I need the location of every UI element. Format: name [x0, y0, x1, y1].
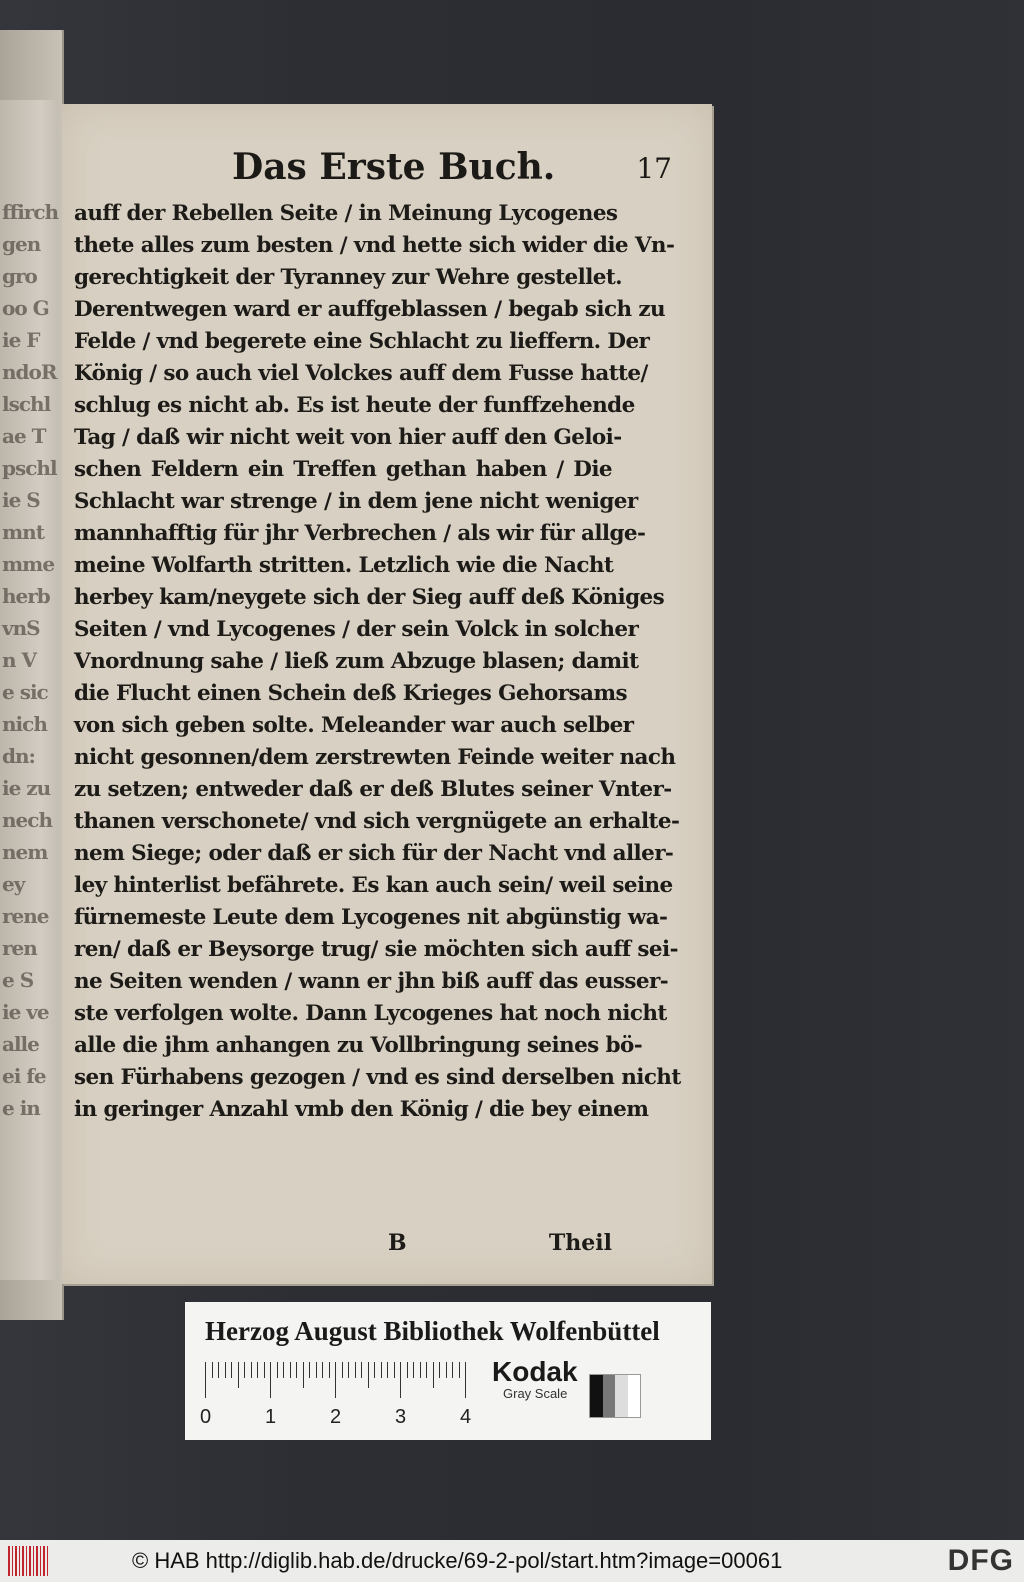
text-line: auff der Rebellen Seite / in Meinung Lycogenes [74, 201, 618, 226]
facing-page-text: nech [2, 808, 52, 832]
facing-page-text: ie zu [2, 776, 51, 800]
ruler-tick [420, 1362, 421, 1378]
facing-page-text: ffirch [2, 200, 59, 224]
ruler-tick [459, 1362, 460, 1378]
ruler-tick [309, 1362, 310, 1378]
gray-patch-swatch [590, 1375, 603, 1417]
text-line: alle die jhm anhangen zu Vollbringung seines bö- [74, 1033, 643, 1058]
ruler-tick [316, 1362, 317, 1378]
gray-patch [589, 1374, 641, 1418]
ruler-tick [374, 1362, 375, 1378]
ruler-tick [290, 1362, 291, 1378]
ruler-tick [381, 1362, 382, 1378]
facing-page-text: ie F [2, 328, 40, 352]
ruler-tick [244, 1362, 245, 1378]
text-line: herbey kam/neygete sich der Sieg auff deß Königes [74, 585, 665, 610]
facing-page-text: alle [2, 1032, 39, 1056]
gray-patch-swatch [603, 1375, 616, 1417]
text-line: nicht gesonnen/dem zerstrewten Feinde weiter nach [74, 745, 676, 770]
ruler-number: 3 [395, 1406, 407, 1428]
ruler-tick [394, 1362, 395, 1378]
ruler-tick [342, 1362, 343, 1378]
ruler-tick [413, 1362, 414, 1378]
ruler-tick [212, 1362, 213, 1378]
facing-page-text: ndoR [2, 360, 57, 384]
text-line: ne Seiten wenden / wann er jhn biß auff das eusser- [74, 969, 669, 994]
ruler-tick [251, 1362, 252, 1378]
ruler-tick [355, 1362, 356, 1378]
ruler-tick [452, 1362, 453, 1378]
facing-page-text: dn: [2, 744, 35, 768]
facing-page-text: vnS [2, 616, 40, 640]
facing-page-text: lschl [2, 392, 51, 416]
facing-page-text: ren [2, 936, 37, 960]
ruler-tick [303, 1362, 304, 1388]
text-line: schen Feldern ein Treffen gethan haben / Die [74, 457, 612, 482]
ruler-tick [446, 1362, 447, 1378]
page-footer [74, 1230, 612, 1264]
ruler-tick [283, 1362, 284, 1378]
text-line: von sich geben solte. Meleander war auch selber [74, 713, 634, 738]
ruler-number: 2 [330, 1406, 342, 1428]
kodak-logo: Kodak [492, 1356, 578, 1387]
ruler-tick [439, 1362, 440, 1378]
library-name: Herzog August Bibliothek Wolfenbüttel [205, 1316, 660, 1346]
facing-page-text: pschl [2, 456, 57, 480]
text-line: die Flucht einen Schein deß Krieges Gehorsams [74, 681, 627, 706]
ruler-tick [465, 1362, 466, 1398]
text-line: thete alles zum besten / vnd hette sich wider die Vn- [74, 233, 675, 258]
facing-page-text: herb [2, 584, 50, 608]
text-line: zu setzen; entweder daß er deß Blutes seiner Vnter- [74, 777, 672, 802]
facing-page-text: e S [2, 968, 34, 992]
book-page [62, 104, 712, 1284]
ruler-tick [368, 1362, 369, 1388]
gray-patch-swatch [628, 1375, 641, 1417]
ruler-tick [205, 1362, 206, 1398]
ruler-tick [335, 1362, 336, 1398]
gray-patch-swatch [615, 1375, 628, 1417]
catchword: Theil [548, 1230, 612, 1256]
ruler-tick [329, 1362, 330, 1378]
facing-page-text: ey [2, 872, 25, 896]
text-line: Felde / vnd begerete eine Schlacht zu lieffern. Der [74, 329, 650, 354]
text-line: Seiten / vnd Lycogenes / der sein Volck in solcher [74, 617, 639, 642]
text-line: mannhafftig für jhr Verbrechen / als wir für allge- [74, 521, 646, 546]
facing-page-fragment [0, 100, 58, 1280]
text-line: nem Siege; oder daß er sich für der Nacht vnd aller- [74, 841, 674, 866]
ruler-tick [218, 1362, 219, 1378]
signature-mark: B [388, 1230, 407, 1256]
facing-page-text: ie ve [2, 1000, 49, 1024]
body-text [74, 198, 681, 1126]
ruler-tick [225, 1362, 226, 1378]
facing-page-text: e sic [2, 680, 48, 704]
ruler-tick [322, 1362, 323, 1378]
gray-scale-label: Gray Scale [503, 1386, 568, 1401]
text-line: ren/ daß er Beysorge trug/ sie möchten sich auff sei- [74, 937, 678, 962]
text-line: fürnemeste Leute dem Lycogenes nit abgünstig wa- [74, 905, 668, 930]
text-line: ley hinterlist befährete. Es kan auch sein/ weil seine [74, 873, 673, 898]
facing-page-text: n V [2, 648, 37, 672]
ruler-tick [231, 1362, 232, 1378]
text-line: Vnordnung sahe / ließ zum Abzuge blasen; damit [74, 649, 639, 674]
gray-scale-card [185, 1302, 711, 1440]
page-number: 17 [636, 152, 672, 185]
text-line: gerechtigkeit der Tyranney zur Wehre gestellet. [74, 265, 623, 290]
ruler-tick [264, 1362, 265, 1378]
ruler-tick [257, 1362, 258, 1378]
facing-page-text: ae T [2, 424, 46, 448]
text-line: König / so auch viel Volckes auff dem Fusse hatte/ [74, 361, 648, 386]
text-line: sen Fürhabens gezogen / vnd es sind derselben nicht [74, 1065, 681, 1090]
ruler-tick [238, 1362, 239, 1388]
ruler-tick [277, 1362, 278, 1378]
ruler-tick [270, 1362, 271, 1398]
facing-page-text: gro [2, 264, 37, 288]
text-line: schlug es nicht ab. Es ist heute der funffzehende [74, 393, 635, 418]
ruler [200, 1362, 487, 1428]
bottom-bar [0, 1540, 1024, 1582]
facing-page-text: nich [2, 712, 47, 736]
facing-page-text: nem [2, 840, 48, 864]
text-line: Tag / daß wir nicht weit von hier auff den Geloi- [74, 425, 622, 450]
facing-page-text: mnt [2, 520, 44, 544]
ruler-tick [400, 1362, 401, 1398]
ruler-tick [348, 1362, 349, 1378]
ruler-tick [296, 1362, 297, 1378]
text-line: in geringer Anzahl vmb den König / die bey einem [74, 1097, 649, 1122]
dfg-logo: DFG [947, 1544, 1014, 1577]
barcode-icon [8, 1546, 48, 1576]
ruler-tick [407, 1362, 408, 1378]
text-line: thanen verschonete/ vnd sich vergnügete an erhalte- [74, 809, 680, 834]
facing-page-text: gen [2, 232, 41, 256]
text-line: ste verfolgen wolte. Dann Lycogenes hat noch nicht [74, 1001, 667, 1026]
ruler-tick [433, 1362, 434, 1388]
facing-page-text: mme [2, 552, 55, 576]
text-line: Derentwegen ward er auffgeblassen / begab sich zu [74, 297, 666, 322]
facing-page-text: rene [2, 904, 49, 928]
ruler-tick [426, 1362, 427, 1378]
page-header [232, 146, 672, 196]
ruler-tick [387, 1362, 388, 1378]
facing-page-text: e in [2, 1096, 40, 1120]
text-line: meine Wolfarth stritten. Letzlich wie die Nacht [74, 553, 614, 578]
ruler-number: 1 [265, 1406, 277, 1428]
running-head: Das Erste Buch. [232, 146, 556, 188]
ruler-tick [361, 1362, 362, 1378]
facing-page-text: oo G [2, 296, 49, 320]
text-line: Schlacht war strenge / in dem jene nicht weniger [74, 489, 638, 514]
facing-page-text: ie S [2, 488, 40, 512]
ruler-number: 4 [460, 1406, 472, 1428]
ruler-number: 0 [200, 1406, 212, 1428]
copyright-link[interactable]: © HAB http://diglib.hab.de/drucke/69-2-pol/start.htm?image=00061 [132, 1548, 783, 1573]
facing-page-text: ei fe [2, 1064, 46, 1088]
